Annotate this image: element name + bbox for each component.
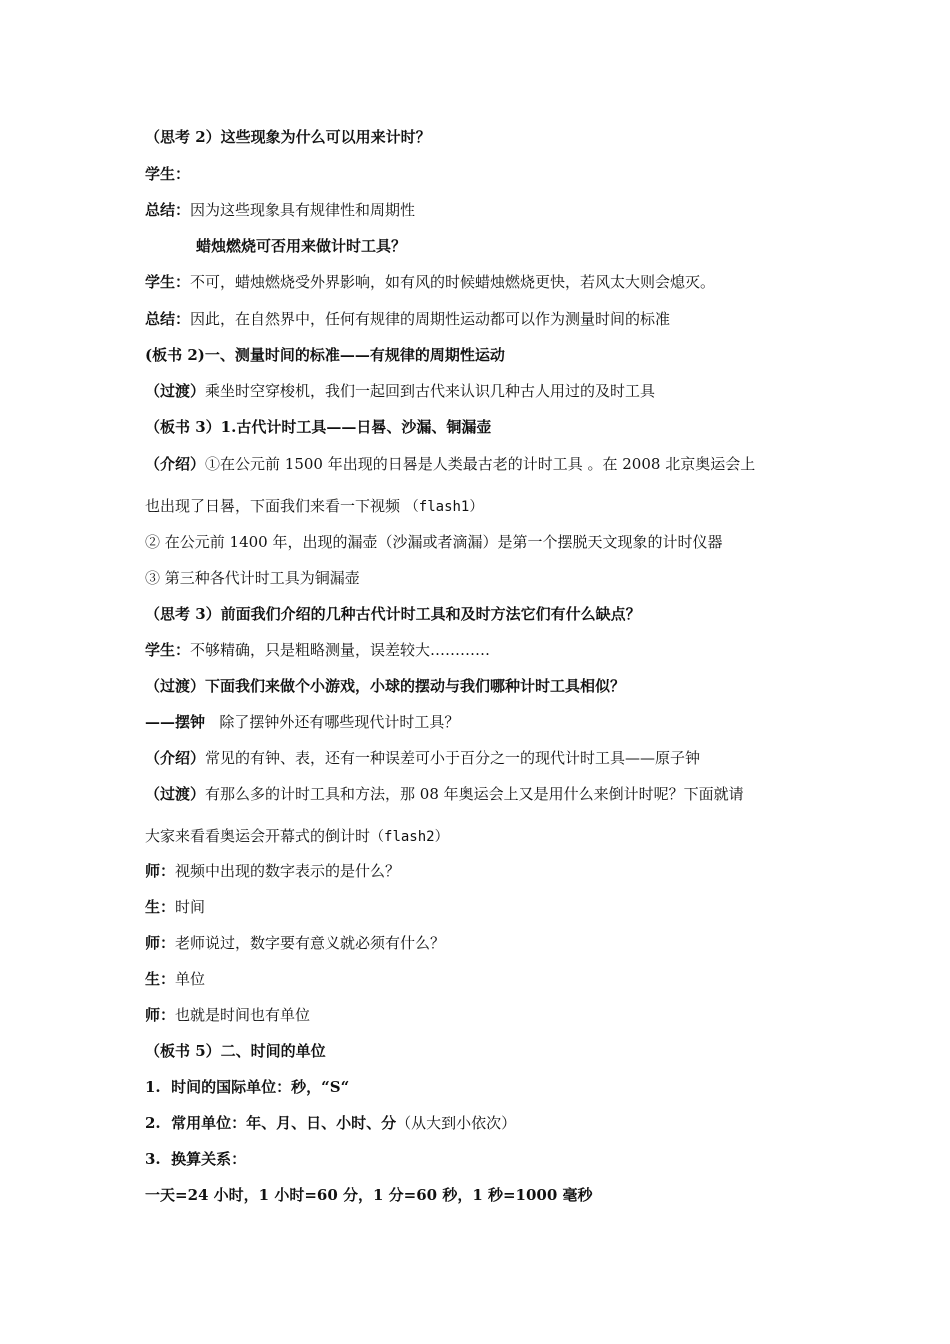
- body-text: 大家来看看奥运会开幕式的倒计时: [145, 827, 371, 845]
- paragraph: [145, 897, 845, 917]
- bold-text: （板书 5）二、时间的单位: [145, 1042, 326, 1060]
- bold-text: 生：: [145, 970, 176, 988]
- paragraph: [145, 417, 845, 437]
- paragraph: [145, 933, 845, 953]
- bold-text: 生：: [145, 898, 176, 916]
- paragraph: [145, 1149, 845, 1169]
- bold-text: 学生：: [145, 165, 191, 183]
- body-text: 因为这些现象具有规律性和周期性: [190, 201, 416, 219]
- paragraph: [145, 381, 845, 401]
- bold-text: 一天=24 小时，1 小时=60 分，1 分=60 秒，1 秒=1000 毫秒: [145, 1186, 593, 1204]
- bold-text: 学生：: [145, 273, 191, 291]
- bold-text: 学生：: [145, 641, 191, 659]
- bold-text: （介绍）: [145, 455, 206, 473]
- paragraph: [196, 236, 896, 256]
- paragraph: [145, 784, 845, 804]
- body-text: 时间: [175, 898, 206, 916]
- bold-text: （过渡）: [145, 382, 206, 400]
- body-text: 也出现了日晷，下面我们来看一下视频: [145, 497, 405, 515]
- body-text: 也就是时间也有单位: [175, 1006, 311, 1024]
- body-text: 乘坐时空穿梭机，我们一起回到古代来认识几种古人用过的及时工具: [205, 382, 656, 400]
- paragraph: [145, 604, 845, 624]
- paragraph: [145, 496, 845, 517]
- paragraph: [145, 532, 845, 552]
- paragraph: [145, 345, 845, 365]
- body-text: 常见的有钟、表，还有一种误差可小于百分之一的现代计时工具——原子钟: [205, 749, 701, 767]
- paragraph: [145, 1077, 845, 1097]
- bold-text: 总结：: [145, 310, 191, 328]
- bold-text: 蜡烛燃烧可否用来做计时工具？: [196, 237, 407, 255]
- body-text: ② 在公元前 1400 年，出现的漏壶（沙漏或者滴漏）是第一个摆脱天文现象的计时仪器: [145, 533, 723, 551]
- body-text: 不可，蜡烛燃烧受外界影响，如有风的时候蜡烛燃烧更快，若风太大则会熄灭。: [190, 273, 716, 291]
- bold-text: （思考 2）这些现象为什么可以用来计时？: [145, 128, 431, 146]
- body-text: ③ 第三种各代计时工具为铜漏壶: [145, 569, 360, 587]
- body-text: 因此，在自然界中，任何有规律的周期性运动都可以作为测量时间的标准: [190, 310, 671, 328]
- bold-text: 总结：: [145, 201, 191, 219]
- body-text: 除了摆钟外还有哪些现代计时工具？: [205, 713, 460, 731]
- bold-text: 师：: [145, 1006, 176, 1024]
- bold-text: 师：: [145, 934, 176, 952]
- paragraph: [145, 640, 845, 660]
- bold-text: （思考 3）前面我们介绍的几种古代计时工具和及时方法它们有什么缺点？: [145, 605, 641, 623]
- paragraph: [145, 676, 845, 696]
- bold-text: 1. 时间的国际单位：秒，“S“: [145, 1078, 350, 1096]
- body-text: 单位: [175, 970, 206, 988]
- paragraph: [145, 164, 845, 184]
- paragraph: [145, 272, 845, 292]
- body-text: ①在公元前 1500 年出现的日晷是人类最古老的计时工具 。在 2008 北京奥运会上: [205, 455, 756, 473]
- body-text: 不够精确，只是粗略测量，误差较大…………: [190, 641, 491, 659]
- paragraph: [145, 454, 845, 474]
- bold-text: ——摆钟: [145, 713, 206, 731]
- paragraph: [145, 309, 845, 329]
- bold-text: （过渡）: [145, 785, 206, 803]
- paragraph: [145, 748, 845, 768]
- paragraph: [145, 568, 845, 588]
- bold-text: 3. 换算关系：: [145, 1150, 247, 1168]
- bold-text: （过渡）下面我们来做个小游戏，小球的摆动与我们哪种计时工具相似？: [145, 677, 626, 695]
- paragraph: [145, 127, 845, 147]
- bold-text: （介绍）: [145, 749, 206, 767]
- paragraph: [145, 712, 845, 732]
- paragraph: [145, 1113, 845, 1133]
- paragraph: [145, 826, 845, 847]
- flash1-reference: （flash1）: [404, 499, 484, 515]
- bold-text: (板书 2)一、测量时间的标准——有规律的周期性运动: [145, 346, 505, 364]
- bold-text: 师：: [145, 862, 176, 880]
- paragraph: [145, 1185, 845, 1205]
- paragraph: [145, 861, 845, 881]
- paragraph: [145, 1005, 845, 1025]
- bold-text: （板书 3）1.古代计时工具——日晷、沙漏、铜漏壶: [145, 418, 492, 436]
- paragraph: [145, 1041, 845, 1061]
- body-text: 视频中出现的数字表示的是什么？: [175, 862, 401, 880]
- paragraph: [145, 969, 845, 989]
- flash2-reference: （flash2）: [370, 829, 449, 845]
- body-text: 有那么多的计时工具和方法，那 08 年奥运会上又是用什么来倒计时呢？下面就请: [205, 785, 744, 803]
- bold-text: 2. 常用单位：年、月、日、小时、分: [145, 1114, 397, 1132]
- body-text: 老师说过，数字要有意义就必须有什么？: [175, 934, 446, 952]
- body-text: （从大到小依次）: [396, 1114, 517, 1132]
- paragraph: [145, 200, 845, 220]
